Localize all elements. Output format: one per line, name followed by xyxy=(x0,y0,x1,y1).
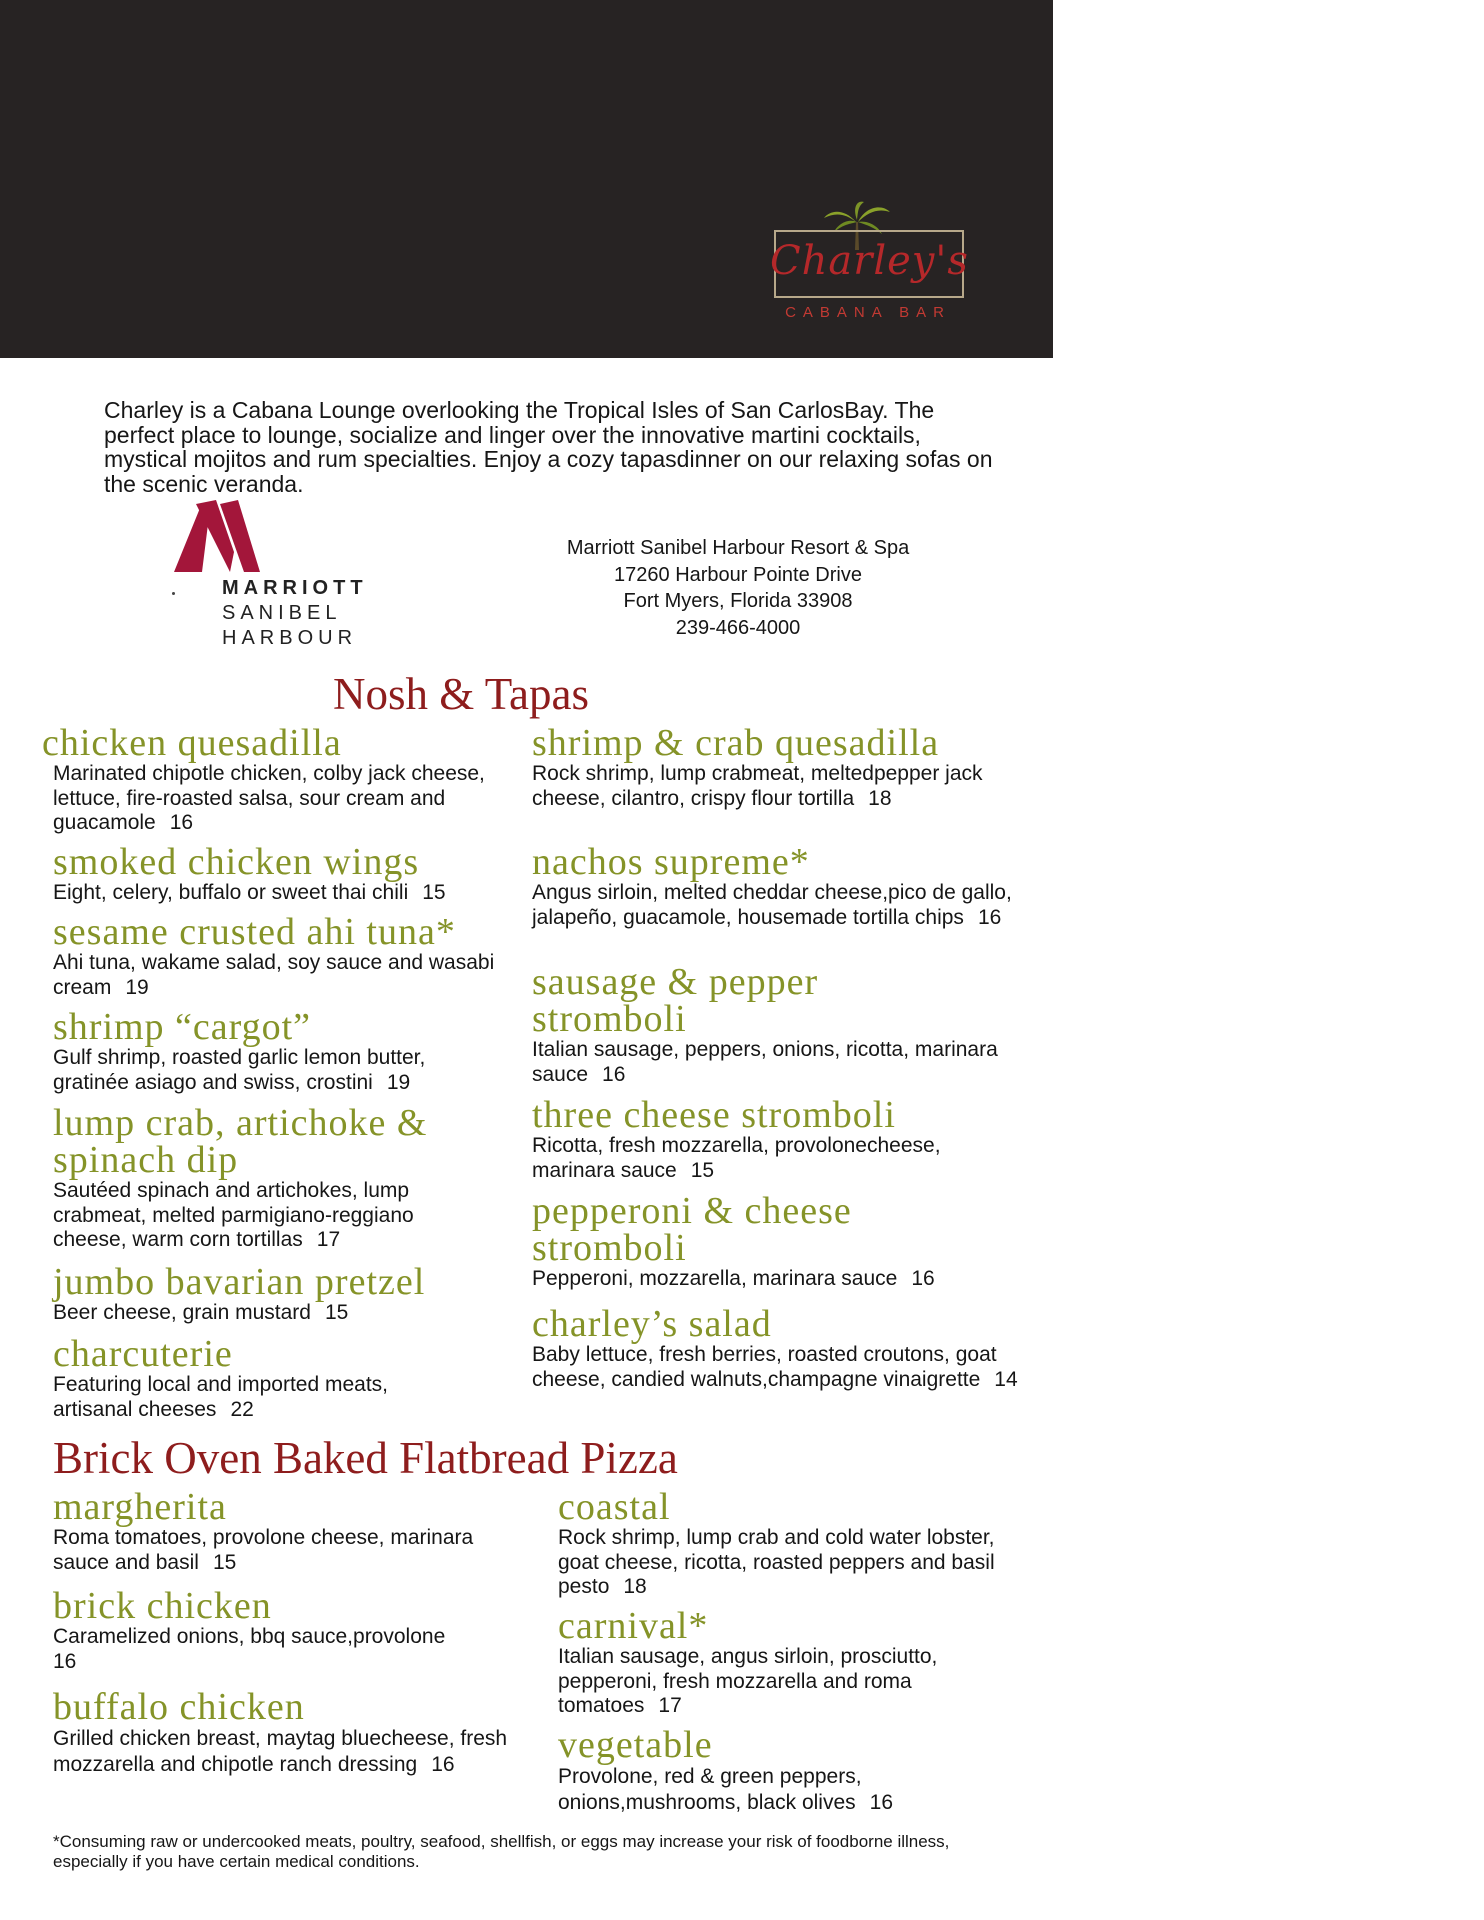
marriott-line-3: HARBOUR xyxy=(222,627,358,649)
marriott-m-icon xyxy=(172,500,272,572)
item-price: 19 xyxy=(125,975,149,999)
item-desc: Beer cheese, grain mustard 15 xyxy=(53,1301,349,1324)
item-desc: Grilled chicken breast, maytag bluecheese, fresh mozzarella and chipotle ranch dressing 16 xyxy=(53,1727,508,1776)
item-name: sausage & pepper stromboli xyxy=(532,961,819,1040)
address-line-3: Fort Myers, Florida 33908 xyxy=(623,590,853,612)
menu-item-buffalo-chicken xyxy=(53,1686,533,1778)
item-name: sesame crusted ahi tuna* xyxy=(53,911,456,953)
item-price: 16 xyxy=(869,1791,893,1814)
menu-item-coastal xyxy=(558,1486,998,1600)
address-line-1: Marriott Sanibel Harbour Resort & Spa xyxy=(566,537,910,559)
menu-item-smoked-chicken-wings xyxy=(53,841,523,906)
item-price: 15 xyxy=(422,881,446,904)
charleys-logo xyxy=(770,200,969,326)
menu-item-jumbo-bavarian-pretzel xyxy=(53,1261,523,1326)
item-desc: Baby lettuce, fresh berries, roasted croutons, goat cheese, candied walnuts,champagne vinaigrette 14 xyxy=(532,1343,1018,1391)
item-name: shrimp & crab quesadilla xyxy=(532,722,940,764)
item-name: shrimp “cargot” xyxy=(53,1006,312,1048)
item-desc: Rock shrimp, lump crabmeat, meltedpepper jack cheese, cilantro, crispy flour tortilla 18 xyxy=(532,762,983,810)
item-name: vegetable xyxy=(558,1724,713,1766)
item-price: 22 xyxy=(230,1397,254,1421)
menu-item-vegetable xyxy=(558,1724,978,1816)
pizza-section-title: Brick Oven Baked Flatbread Pizza xyxy=(53,1433,678,1483)
item-desc: Sautéed spinach and artichokes, lump crabmeat, melted parmigiano-reggiano cheese, warm corn tortillas 17 xyxy=(53,1179,414,1251)
marriott-logo xyxy=(172,500,392,660)
item-price: 15 xyxy=(324,1301,349,1324)
menu-item-lump-crab-dip xyxy=(53,1102,493,1253)
item-price: 18 xyxy=(868,786,892,810)
item-name: jumbo bavarian pretzel xyxy=(53,1261,426,1303)
decorative-dot xyxy=(172,592,175,595)
menu-item-sesame-crusted-ahi-tuna xyxy=(53,911,523,1000)
item-desc: Rock shrimp, lump crab and cold water lobster, goat cheese, ricotta, roasted peppers and basil pesto 18 xyxy=(558,1526,995,1598)
item-price: 16 xyxy=(53,1649,77,1673)
item-price: 16 xyxy=(169,811,194,834)
menu-item-carnival xyxy=(558,1605,1018,1719)
marriott-wordmark xyxy=(222,576,368,651)
item-desc: Marinated chipotle chicken, colby jack cheese, lettuce, fire-roasted salsa, sour cream and guacamole 16 xyxy=(53,762,485,834)
item-price: 19 xyxy=(386,1070,411,1094)
item-desc: Provolone, red & green peppers, onions,mushrooms, black olives 16 xyxy=(558,1765,893,1814)
item-desc: Ahi tuna, wakame salad, soy sauce and wasabi cream 19 xyxy=(53,951,495,999)
item-desc: Eight, celery, buffalo or sweet thai chili 15 xyxy=(53,881,446,904)
marriott-line-1: MARRIOTT xyxy=(222,577,368,599)
item-name: pepperoni & cheese stromboli xyxy=(532,1190,852,1269)
item-name: brick chicken xyxy=(53,1585,272,1627)
item-desc: Italian sausage, peppers, onions, ricotta, marinara sauce 16 xyxy=(532,1038,998,1086)
item-name: three cheese stromboli xyxy=(532,1094,896,1136)
item-name: nachos supreme* xyxy=(532,841,810,883)
item-desc: Featuring local and imported meats, artisanal cheeses 22 xyxy=(53,1373,389,1421)
item-name: coastal xyxy=(558,1486,671,1528)
item-desc: Caramelized onions, bbq sauce,provolone 16 xyxy=(53,1625,446,1673)
item-desc: Roma tomatoes, provolone cheese, marinara sauce and basil 15 xyxy=(53,1526,474,1574)
item-name: charley’s salad xyxy=(532,1303,772,1345)
menu-item-three-cheese-stromboli xyxy=(532,1094,1022,1183)
item-price: 15 xyxy=(212,1550,237,1574)
item-price: 16 xyxy=(911,1267,935,1290)
item-name: lump crab, artichoke & spinach dip xyxy=(53,1102,428,1181)
item-desc: Angus sirloin, melted cheddar cheese,pico de gallo, jalapeño, guacamole, housemade tortilla chips 16 xyxy=(532,881,1012,929)
item-name: margherita xyxy=(53,1486,227,1528)
disclaimer: *Consuming raw or undercooked meats, poultry, seafood, shellfish, or eggs may increase your risk of foodborne illness, especially if you have certain medical conditions. xyxy=(53,1832,950,1871)
menu-item-charcuterie xyxy=(53,1333,473,1422)
item-price: 17 xyxy=(658,1694,682,1717)
menu-item-shrimp-crab-quesadilla xyxy=(532,722,1032,811)
item-desc: Gulf shrimp, roasted garlic lemon butter, gratinée asiago and swiss, crostini 19 xyxy=(53,1046,426,1094)
header-band xyxy=(0,0,1053,358)
item-name: carnival* xyxy=(558,1605,709,1647)
item-name: charcuterie xyxy=(53,1333,233,1375)
menu-item-margherita xyxy=(53,1486,493,1575)
item-price: 16 xyxy=(431,1753,455,1776)
address-phone: 239-466-4000 xyxy=(675,616,801,639)
address-block xyxy=(520,535,956,641)
address-line-2: 17260 Harbour Pointe Drive xyxy=(614,563,862,586)
menu-item-chicken-quesadilla xyxy=(42,722,512,836)
item-name: smoked chicken wings xyxy=(53,841,420,883)
menu-item-brick-chicken xyxy=(53,1585,523,1674)
item-price: 15 xyxy=(690,1158,715,1182)
item-price: 17 xyxy=(316,1228,341,1251)
menu-item-nachos-supreme xyxy=(532,841,1042,930)
logo-subtitle: CABANA BAR xyxy=(785,304,951,321)
item-desc: Italian sausage, angus sirloin, prosciutto, pepperoni, fresh mozzarella and roma tomatoes 17 xyxy=(558,1645,938,1717)
tapas-section-title: Nosh & Tapas xyxy=(333,669,590,719)
logo-script: Charley's xyxy=(770,238,969,284)
menu-item-shrimp-cargot xyxy=(53,1006,493,1095)
intro-paragraph: Charley is a Cabana Lounge overlooking the Tropical Isles of San CarlosBay. The perfect place to lounge, socialize and linger over the innovative martini cocktails, mystical mojitos and rum specialties. Enjoy a cozy tapasdinner on our relaxing sofas on the scenic veranda. xyxy=(104,397,993,497)
item-name: chicken quesadilla xyxy=(42,722,342,764)
item-price: 18 xyxy=(623,1575,647,1598)
item-desc: Ricotta, fresh mozzarella, provolonecheese, marinara sauce 15 xyxy=(532,1134,941,1182)
marriott-line-2: SANIBEL xyxy=(222,602,342,624)
menu-item-sausage-pepper-stromboli xyxy=(532,961,1002,1087)
menu-item-charleys-salad xyxy=(532,1303,1032,1392)
item-price: 14 xyxy=(994,1367,1018,1391)
item-price: 16 xyxy=(602,1062,626,1086)
item-desc: Pepperoni, mozzarella, marinara sauce 16 xyxy=(532,1267,935,1290)
item-price: 16 xyxy=(977,905,1002,929)
item-name: buffalo chicken xyxy=(53,1686,305,1728)
menu-item-pepperoni-cheese-stromboli xyxy=(532,1190,1032,1292)
